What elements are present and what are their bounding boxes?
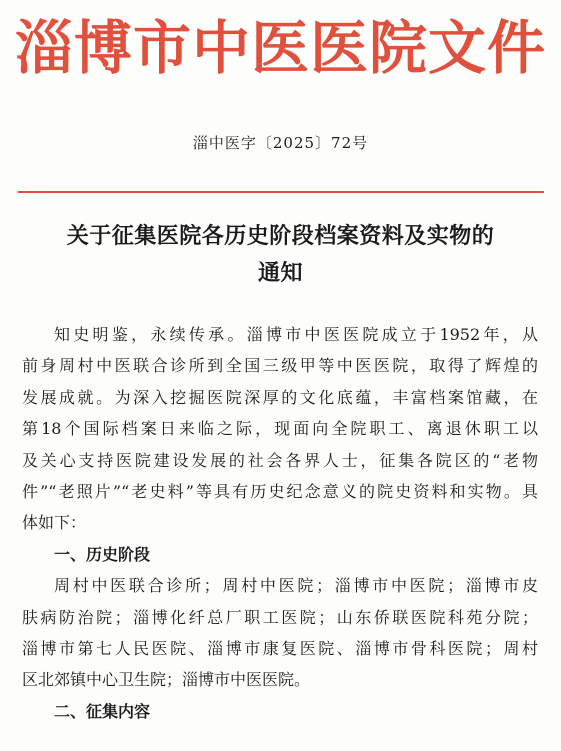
notice-title xyxy=(20,218,541,292)
document-number: 淄中医字〔2025〕72号 xyxy=(192,134,369,152)
paragraph-line: 件”“老照片”“老史料”等具有历史纪念意义的院史资料和实物。具 xyxy=(22,482,538,502)
section-line: 肤病防治院；淄博化纤总厂职工医院；山东侨联医院科苑分院； xyxy=(22,607,538,627)
red-divider-line xyxy=(18,191,544,193)
section-line: 区北郊镇中心卫生院；淄博市中医医院。 xyxy=(22,670,311,690)
section-heading-history: 一、历史阶段 xyxy=(54,544,151,564)
notice-body xyxy=(22,319,538,727)
section-line: 淄博市第七人民医院、淄博市康复医院、淄博市骨科医院；周村 xyxy=(22,639,538,659)
section-heading-content: 二、征集内容 xyxy=(54,701,151,721)
notice-title-line: 关于征集医院各历史阶段档案资料及实物的 xyxy=(66,223,495,249)
paragraph-line: 体如下： xyxy=(22,513,87,533)
paragraph-line: 及关心支持医院建设发展的社会各界人士，征集各院区的“老物 xyxy=(22,450,538,470)
notice-title-line: 通知 xyxy=(257,260,303,286)
paragraph-line: 第18个国际档案日来临之际，现面向全院职工、离退休职工以 xyxy=(22,419,538,439)
paragraph-line: 前身周村中医联合诊所到全国三级甲等中医医院，取得了辉煌的 xyxy=(22,356,538,376)
paragraph-line: 发展成就。为深入挖掘医院深厚的文化底蕴，丰富档案馆藏，在 xyxy=(22,387,538,407)
masthead-title: 淄博市中医医院文件 xyxy=(14,14,546,82)
section-line: 周村中医联合诊所；周村中医院；淄博市中医院；淄博市皮 xyxy=(54,576,538,596)
paragraph-line: 知史明鉴，永续传承。淄博市中医医院成立于1952年，从 xyxy=(54,325,538,344)
